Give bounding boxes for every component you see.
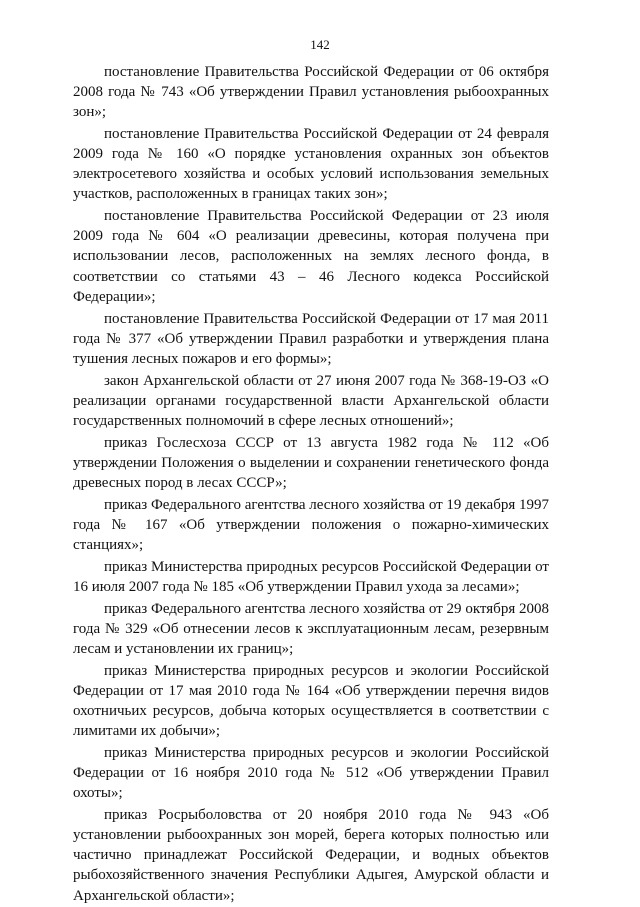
paragraph-10: приказ Министерства природных ресурсов и экологии Российской Федерации от 17 мая 2010 года № 164 «Об утверждении перечня видов охотничьих ресурсов, добыча которых осуществляется в соответствии с лимитами их добычи»;: [73, 662, 549, 740]
paragraph-7: приказ Федерального агентства лесного хозяйства от 19 декабря 1997 года № 167 «Об утверждении положения о пожарно-химических станциях»;: [73, 496, 549, 553]
document-body: [73, 62, 549, 907]
page-number: 142: [310, 37, 330, 52]
paragraph-9: приказ Федерального агентства лесного хозяйства от 29 октября 2008 года № 329 «Об отнесении лесов к эксплуатационным лесам, резервным лесам и установлении их границ»;: [73, 600, 549, 657]
paragraph-11: приказ Министерства природных ресурсов и экологии Российской Федерации от 16 ноября 2010 года № 512 «Об утверждении Правил охоты»;: [73, 745, 549, 802]
paragraph-2: постановление Правительства Российской Федерации от 24 февраля 2009 года № 160 «О порядке установления охранных зон объектов электросетевого хозяйства и особых условий использования земельных участков, расположенных в границах таких зон»;: [73, 126, 549, 203]
paragraph-8: приказ Министерства природных ресурсов Российской Федерации от 16 июля 2007 года № 185 «Об утверждении Правил ухода за лесами»;: [73, 558, 549, 595]
paragraph-5: закон Архангельской области от 27 июня 2007 года № 368-19-ОЗ «О реализации органами государственной власти Архангельской области государственных полномочий в сфере лесных отношений»;: [73, 372, 549, 429]
paragraph-6: приказ Гослесхоза СССР от 13 августа 1982 года № 112 «Об утверждении Положения о выделении и сохранении генетического фонда древесных пород в лесах СССР»;: [73, 434, 549, 491]
paragraph-4: постановление Правительства Российской Федерации от 17 мая 2011 года № 377 «Об утверждении Правил разработки и утверждения плана тушения лесных пожаров и его формы»;: [73, 310, 549, 367]
paragraph-3: постановление Правительства Российской Федерации от 23 июля 2009 года № 604 «О реализации древесины, которая получена при использовании лесов, расположенных на землях лесного фонда, в соответствии со статьями 43 – 46 Лесного кодекса Российской Федерации»;: [73, 208, 549, 305]
paragraph-1: постановление Правительства Российской Федерации от 06 октября 2008 года № 743 «Об утверждении Правил установления рыбоохранных зон»;: [73, 64, 549, 121]
paragraph-12: приказ Росрыболовства от 20 ноября 2010 года № 943 «Об установлении рыбоохранных зон морей, берега которых полностью или частично принадлежат Российской Федерации, и водных объектов рыбохозяйственного значения Республики Адыгея, Амурской области и Архангельской области»;: [73, 807, 549, 904]
